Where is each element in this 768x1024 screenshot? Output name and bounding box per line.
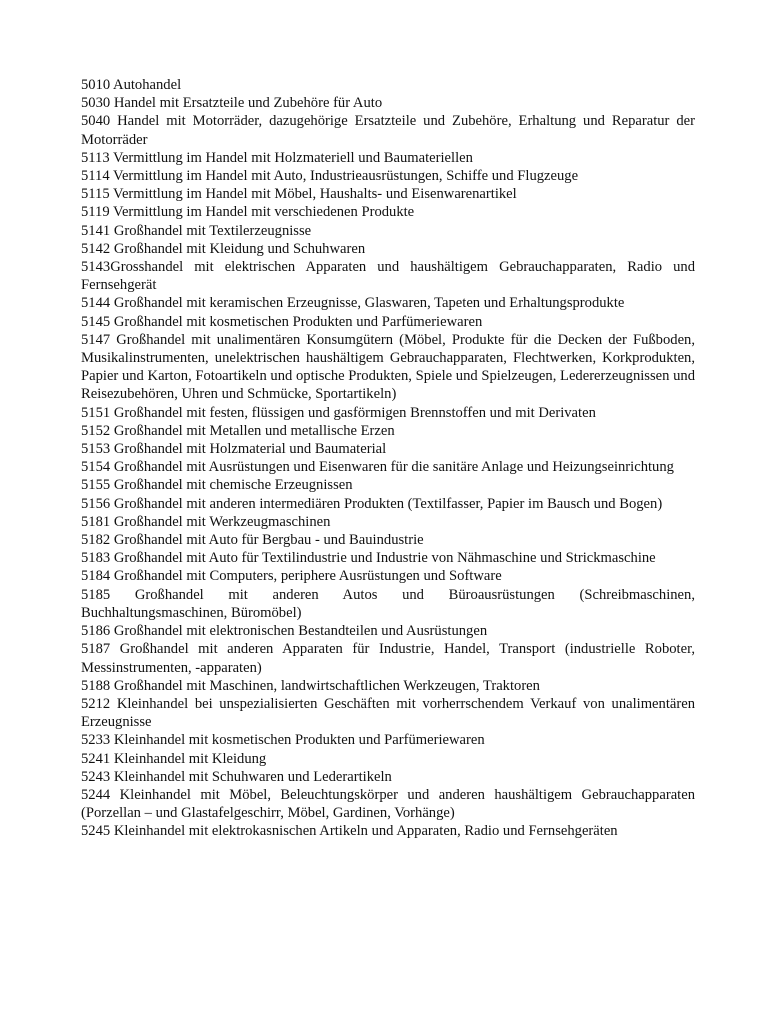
entry-5182: 5182 Großhandel mit Auto für Bergbau - und Bauindustrie [81, 532, 424, 549]
entry-5030: 5030 Handel mit Ersatzteile und Zubehöre für Auto [81, 95, 383, 112]
entry-5114: 5114 Vermittlung im Handel mit Auto, Industrieausrüstungen, Schiffe und Flugzeuge [81, 168, 579, 185]
entry-5143: 5143Grosshandel mit elektrischen Apparaten und haushältigem Gebrauchapparaten, Radio und Fernsehgerät [81, 259, 695, 294]
entry-5245: 5245 Kleinhandel mit elektrokasnischen Artikeln und Apparaten, Radio und Fernsehgeräten [81, 823, 618, 840]
entry-5244: 5244 Kleinhandel mit Möbel, Beleuchtungskörper und anderen haushältigem Gebrauchapparaten (Porzellan – und Glastafelgeschirr, Möbel, Gardinen, Vorhänge) [81, 786, 695, 822]
entry-5151: 5151 Großhandel mit festen, flüssigen und gasförmigen Brennstoffen und mit Derivaten [81, 404, 596, 421]
entry-5156: 5156 Großhandel mit anderen intermediären Produkten (Textilfasser, Papier im Bausch und Bogen) [81, 495, 663, 512]
entry-5186: 5186 Großhandel mit elektronischen Bestandteilen und Ausrüstungen [81, 623, 488, 640]
entry-5154: 5154 Großhandel mit Ausrüstungen und Eisenwaren für die sanitäre Anlage und Heizungseinrichtung [81, 459, 674, 476]
entry-5040: 5040 Handel mit Motorräder, dazugehörige Ersatzteile und Zubehöre, Erhaltung und Reparatur der Motorräder [81, 113, 695, 148]
entry-5144: 5144 Großhandel mit keramischen Erzeugnisse, Glaswaren, Tapeten und Erhaltungsprodukte [81, 295, 625, 312]
entry-5187: 5187 Großhandel mit anderen Apparaten für Industrie, Handel, Transport (industrielle Roboter, Messinstrumenten, -apparaten) [81, 641, 695, 676]
entry-5142: 5142 Großhandel mit Kleidung und Schuhwaren [81, 240, 366, 257]
entry-5147: 5147 Großhandel mit unalimentären Konsumgütern (Möbel, Produkte für die Decken der Fußboden, Musikalinstrumenten, unelektrischen haushältigem Gebrauchapparaten, Flechtwerken, Korkprodukten, Papier und Karton, Fotoartikeln und optische Produkten, Spiele und Spielzeugen, Ledererzeugnissen und Reisezubehören, Uhren und Schmücke, Sportartikeln) [81, 331, 695, 403]
entry-5183: 5183 Großhandel mit Auto für Textilindustrie und Industrie von Nähmaschine und Strickmaschine [81, 550, 656, 567]
entry-5113: 5113 Vermittlung im Handel mit Holzmateriell und Baumateriellen [81, 149, 473, 166]
entry-5241: 5241 Kleinhandel mit Kleidung [81, 750, 267, 767]
entry-5181: 5181 Großhandel mit Werkzeugmaschinen [81, 513, 331, 530]
entry-5212: 5212 Kleinhandel bei unspezialisierten Geschäften mit vorherrschendem Verkauf von unalimentären Erzeugnisse [81, 695, 695, 731]
entry-5010: 5010 Autohandel [81, 77, 182, 93]
entry-5145: 5145 Großhandel mit kosmetischen Produkten und Parfümeriewaren [81, 313, 483, 330]
entry-5152: 5152 Großhandel mit Metallen und metallische Erzen [81, 422, 395, 439]
document-page [81, 76, 695, 841]
entry-5153: 5153 Großhandel mit Holzmaterial und Baumaterial [81, 441, 387, 458]
entry-5115: 5115 Vermittlung im Handel mit Möbel, Haushalts- und Eisenwarenartikel [81, 186, 517, 203]
entry-5184: 5184 Großhandel mit Computers, periphere Ausrüstungen und Software [81, 568, 502, 585]
entry-5188: 5188 Großhandel mit Maschinen, landwirtschaftlichen Werkzeugen, Traktoren [81, 677, 540, 694]
entry-5243: 5243 Kleinhandel mit Schuhwaren und Lederartikeln [81, 768, 392, 785]
entry-5155: 5155 Großhandel mit chemische Erzeugnissen [81, 477, 353, 494]
entry-5233: 5233 Kleinhandel mit kosmetischen Produkten und Parfümeriewaren [81, 732, 485, 749]
entry-5119: 5119 Vermittlung im Handel mit verschiedenen Produkte [81, 204, 415, 221]
entry-5141: 5141 Großhandel mit Textilerzeugnisse [81, 222, 312, 239]
entry-5185: 5185 Großhandel mit anderen Autos und Büroausrüstungen (Schreibmaschinen, Buchhaltungsmaschinen, Büromöbel) [81, 586, 695, 621]
